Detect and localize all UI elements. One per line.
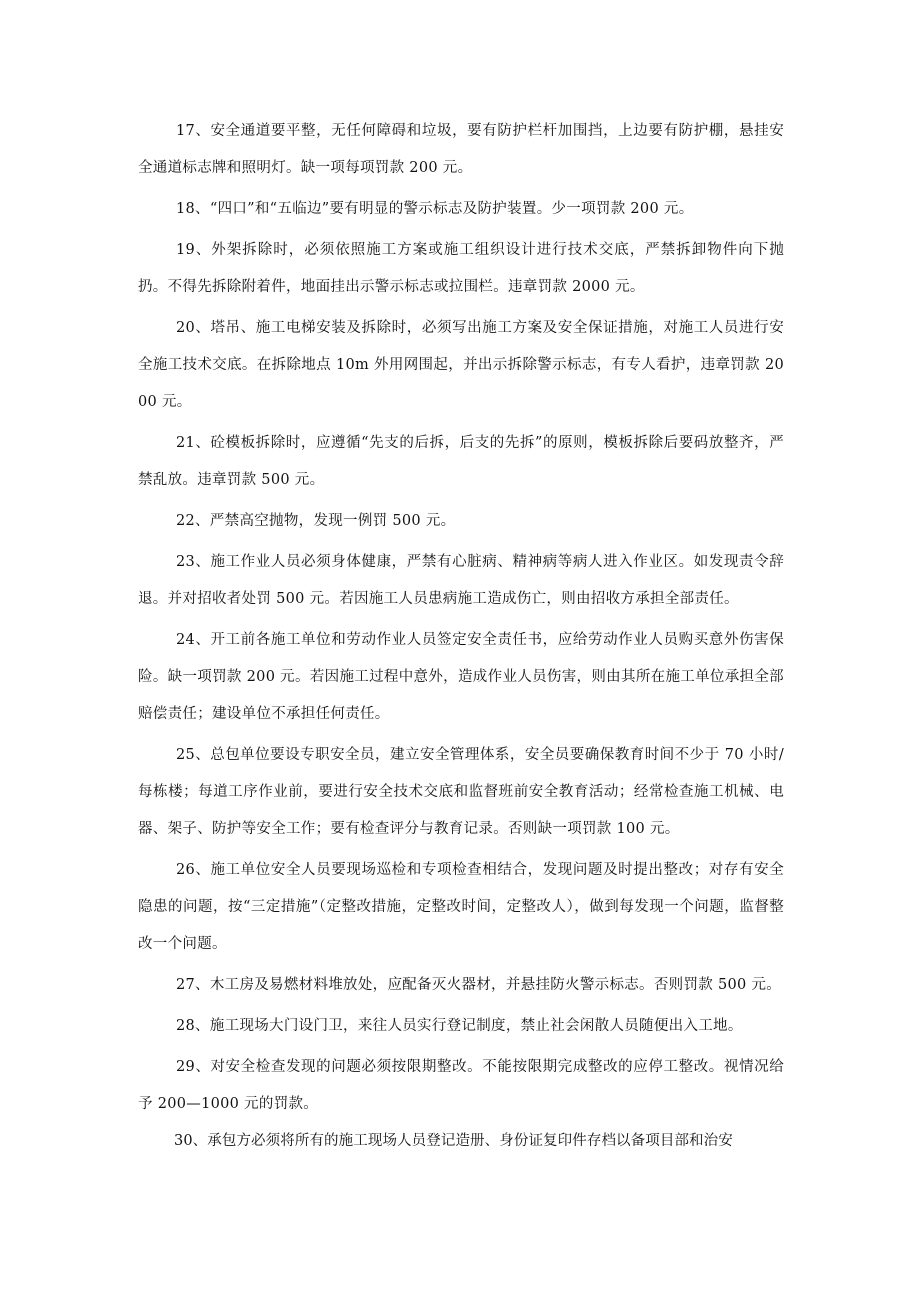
paragraph-26: 26、施工单位安全人员要现场巡检和专项检查相结合，发现问题及时提出整改；对存有安全隐患的问题，按“三定措施”（定整改措施，定整改时间，定整改人），做到每发现一个问题，监督整改一个问题。 bbox=[138, 862, 784, 952]
paragraph-24: 24、开工前各施工单位和劳动作业人员签定安全责任书，应给劳动作业人员购买意外伤害保险。缺一项罚款 200 元。若因施工过程中意外，造成作业人员伤害，则由其所在施工单位承担全部赔偿责任；建设单位不承担任何责任。 bbox=[138, 632, 784, 722]
paragraph-21: 21、砼模板拆除时，应遵循“先支的后拆，后支的先拆”的原则，模板拆除后要码放整齐，严禁乱放。违章罚款 500 元。 bbox=[138, 435, 784, 488]
paragraph-28: 28、施工现场大门设门卫，来往人员实行登记制度，禁止社会闲散人员随便出入工地。 bbox=[176, 1018, 743, 1034]
paragraph-27: 27、木工房及易燃材料堆放处，应配备灭火器材，并悬挂防火警示标志。否则罚款 500 元。 bbox=[176, 977, 782, 993]
paragraph-29: 29、对安全检查发现的问题必须按限期整改。不能按限期完成整改的应停工整改。视情况给予 200—1000 元的罚款。 bbox=[138, 1059, 784, 1112]
paragraph-19: 19、外架拆除时，必须依照施工方案或施工组织设计进行技术交底，严禁拆卸物件向下抛扔。不得先拆除附着件，地面挂出示警示标志或拉围栏。违章罚款 2000 元。 bbox=[138, 242, 784, 295]
document-body bbox=[138, 113, 784, 1164]
paragraph-30: 30、承包方必须将所有的施工现场人员登记造册、身份证复印件存档以备项目部和治安 bbox=[174, 1133, 733, 1149]
paragraph-22: 22、严禁高空抛物，发现一例罚 500 元。 bbox=[176, 513, 456, 529]
paragraph-23: 23、施工作业人员必须身体健康，严禁有心脏病、精神病等病人进入作业区。如发现责令辞退。并对招收者处罚 500 元。若因施工人员患病施工造成伤亡，则由招收方承担全部责任。 bbox=[138, 554, 784, 607]
paragraph-20: 20、塔吊、施工电梯安装及拆除时，必须写出施工方案及安全保证措施，对施工人员进行安全施工技术交底。在拆除地点 10m 外用网围起，并出示拆除警示标志，有专人看护，违章罚款 2000 元。 bbox=[138, 320, 784, 410]
paragraph-17: 17、安全通道要平整，无任何障碍和垃圾，要有防护栏杆加围挡，上边要有防护棚，悬挂安全通道标志牌和照明灯。缺一项每项罚款 200 元。 bbox=[138, 123, 784, 176]
paragraph-18: 18、“四口”和“五临边”要有明显的警示标志及防护装置。少一项罚款 200 元。 bbox=[176, 201, 694, 217]
paragraph-25: 25、总包单位要设专职安全员，建立安全管理体系，安全员要确保教育时间不少于 70 小时/每栋楼；每道工序作业前，要进行安全技术交底和监督班前安全教育活动；经常检查施工机械、电器、架子、防护等安全工作；要有检查评分与教育记录。否则缺一项罚款 100 元。 bbox=[138, 747, 784, 837]
